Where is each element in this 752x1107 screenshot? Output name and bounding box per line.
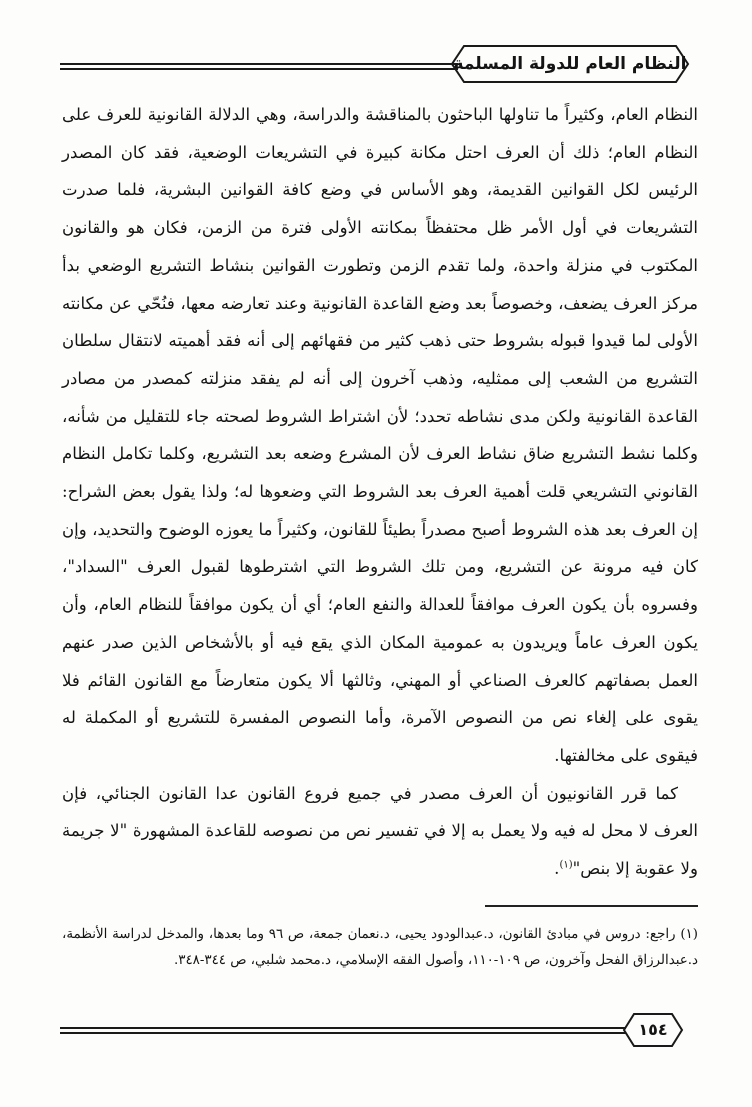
- running-header: [450, 44, 690, 84]
- page-number: ١٥٤: [638, 1020, 668, 1039]
- footnote-marker: (١): [680, 927, 698, 942]
- main-text: [62, 96, 698, 888]
- paragraph-2-text: كما قرر القانونيون أن العرف مصدر في جميع فروع القانون عدا القانون الجنائي، فإن العرف لا محل له فيه ولا يعمل به إلا في تفسير نص من نصوصه للقاعدة المشهورة "لا جريمة ولا عقوبة إلا بنص": [62, 783, 698, 879]
- footnote-divider: [485, 905, 698, 907]
- footnote-reference: (١): [559, 859, 573, 871]
- paragraph-1: النظام العام، وكثيراً ما تناولها الباحثون بالمناقشة والدراسة، وهي الدلالة القانونية للعرف على النظام العام؛ ذلك أن العرف احتل مكانة كبيرة في التشريعات الوضعية، فقد كان المصدر الرئيس لكل القوانين القديمة، وهو الأساس في وضع كافة القوانين البشرية، فلما صدرت التشريعات في أول الأمر ظل محتفظاً بمكانته الأولى فترة من الزمن، فكان هو والقانون المكتوب في منزلة واحدة، ولما تقدم الزمن وتطورت القوانين بنشاط التشريع الوضعي بدأ مركز العرف يضعف، وخصوصاً بعد وضع القاعدة القانونية وعند تعارضه معها، فنُحّي عن مكانته الأولى لما قيدوا قبوله بشروط حتى ذهب كثير من فقهائهم إلى أنه فقد أهميته لانتقال سلطان التشريع من الشعب إلى ممثليه، وذهب آخرون إلى أنه لم يفقد منزلته كمصدر من مصادر القاعدة القانونية ولكن مدى نشاطه تحدد؛ لأن اشتراط الشروط لصحته جاء للتقليل من شأنه، وكلما نشط التشريع ضاق نشاط العرف لأن المشرع وضعه بعد التشريع، وكلما تكامل النظام القانوني التشريعي قلت أهمية العرف بعد الشروط التي وضعوها له؛ ولذا يقول بعض الشراح: إن العرف بعد هذه الشروط أصبح مصدراً بطيئاً للقانون، وكثيراً ما يعوزه الوضوح والتحديد، وإن كان فيه مرونة عن التشريع، ومن تلك الشروط التي اشترطوها لقبول العرف "السداد"، وفسروه بأن يكون العرف موافقاً للعدالة والنفع العام؛ أي أن يكون موافقاً للنظام العام، وأن يكون العرف عاماً ويريدون به عمومية المكان الذي يقع فيه أو بالأشخاص الذين صدر عنهم العمل بصفاتهم كالعرف الصناعي أو المهني، وثالثها ألا يكون متعارضاً مع القانون القائم فلا يقوى على إلغاء نص من النصوص الآمرة، وأما النصوص المفسرة للتشريع أو المكملة له فيقوى على مخالفتها.: [62, 105, 698, 765]
- footer-rule: [60, 1027, 626, 1029]
- paragraph-2-end: .: [554, 859, 560, 879]
- paragraph-2: [62, 775, 698, 888]
- header-rule-lower: [60, 68, 458, 70]
- footer-rule-lower: [60, 1032, 626, 1034]
- page-header-title: النظام العام للدولة المسلمة: [453, 54, 687, 74]
- header-rule: [60, 63, 458, 65]
- page-number-badge: [622, 1012, 684, 1048]
- footnote: [62, 922, 698, 974]
- footnote-text: راجع: دروس في مبادئ القانون، د.عبدالودود يحيى، د.نعمان جمعة، ص ٩٦ وما بعدها، والمدخل لدراسة الأنظمة، د.عبدالرزاق الفحل وآخرون، ص ١٠٩-١١٠، وأصول الفقه الإسلامي، د.محمد شلبي، ص ٣٤٤-٣٤٨.: [62, 927, 698, 968]
